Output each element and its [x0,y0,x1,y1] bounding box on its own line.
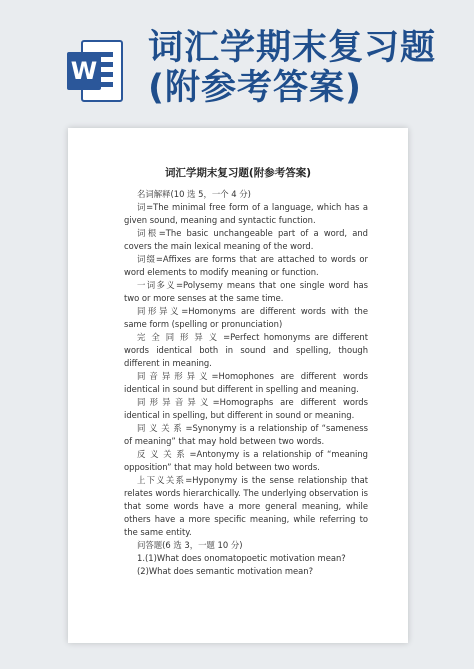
question-item: 1.(1)What does onomatopoetic motivation mean? [137,553,346,563]
definition-word: 词=The minimal free form of a language, which has a given sound, meaning and syntactic function. [124,202,368,225]
definition-homonyms: 同形异义=Homonyms are different words with the same form (spelling or pronunciation) [124,306,368,329]
word-doc-icon [67,38,125,104]
section-heading-questions: 问答题(6 选 3，一题 10 分) [137,540,243,550]
definition-polysemy: 一词多义=Polysemy means that one single word has two or more senses at the same time. [124,280,368,303]
definition-homophones: 同音异形异义=Homophones are different words identical in sound but different in spelling and meaning. [124,371,368,394]
banner-title [148,28,468,108]
banner-title-line1: 词汇学期末复习题 [148,28,437,68]
definition-affix: 词缀=Affixes are forms that are attached to words or word elements to modify meaning or function. [124,254,368,277]
definition-antonymy: 反 义 关 系 =Antonymy is a relationship of “meaning opposition” that may hold between two words. [124,449,368,472]
definition-root: 词根=The basic unchangeable part of a word, and covers the main lexical meaning of the word. [124,228,368,251]
banner-title-line2: (附参考答案) [148,68,362,108]
definition-hyponymy: 上下义关系=Hyponymy is the sense relationship that relates words hierarchically. The underlying observation is that some words have a more general meaning, while others have a more specific meaning, while referring to the same entity. [124,475,368,537]
document-body [124,188,368,578]
definition-homographs: 同形异音异义=Homographs are different words identical in spelling, but different in sound or meaning. [124,397,368,420]
document-page [68,128,408,643]
document-title: 词汇学期末复习题(附参考答案) [164,167,312,179]
word-w-letter: W [67,52,101,90]
section-heading-definitions: 名词解释(10 选 5，一个 4 分) [137,189,251,199]
question-item: (2)What does semantic motivation mean? [137,566,314,576]
header-banner [0,0,474,118]
definition-perfect-homonyms: 完 全 同 形 异 义 =Perfect homonyms are different words identical both in sound and spelling, though different in meaning. [124,332,368,368]
definition-synonymy: 同 义 关 系 =Synonymy is a relationship of “sameness of meaning” that may hold between two words. [124,423,368,446]
